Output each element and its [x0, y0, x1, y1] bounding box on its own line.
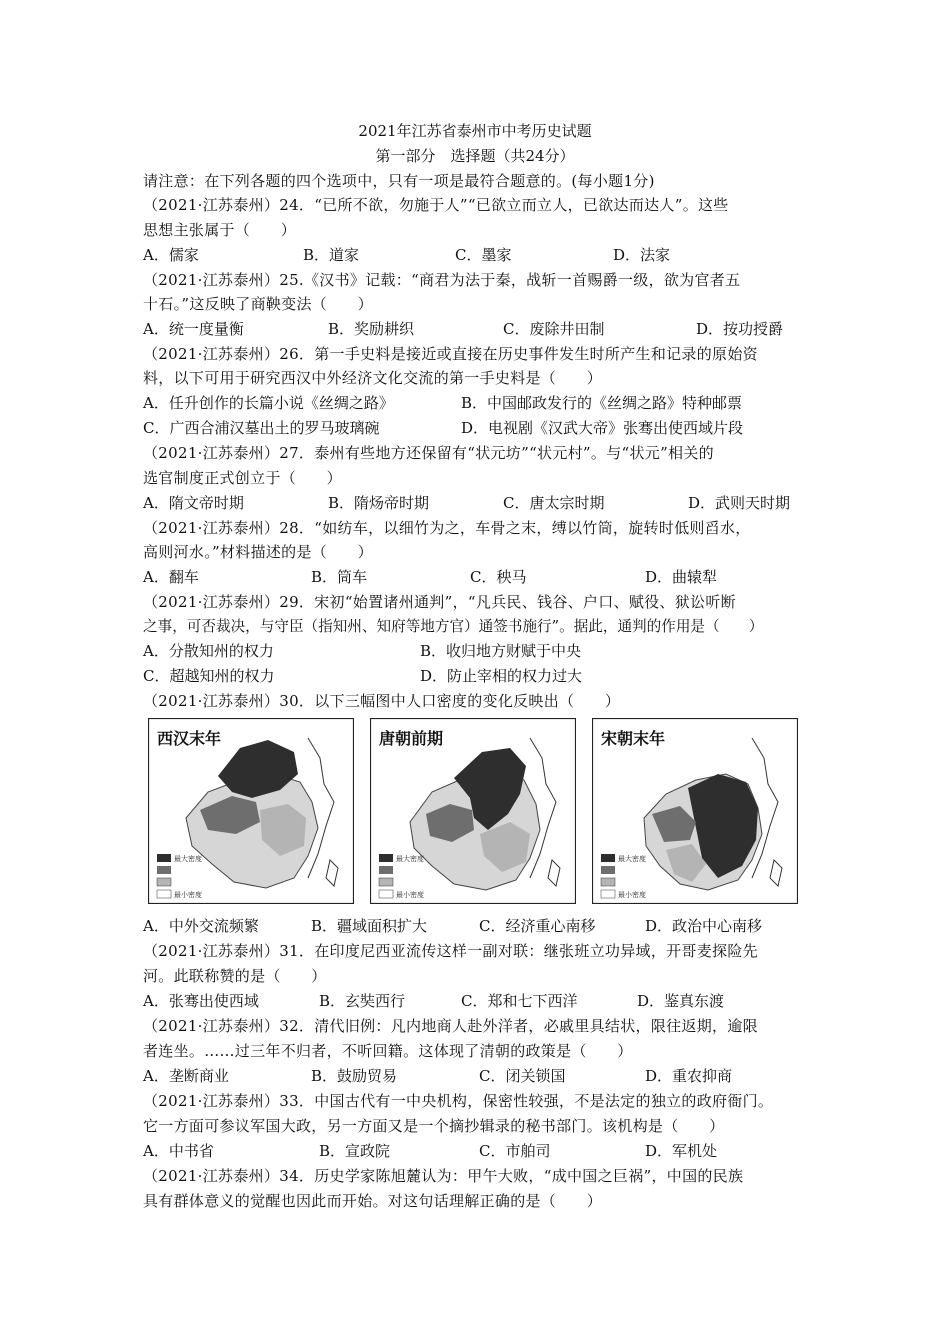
question-24-stem-line-1: （2021·江苏泰州）24．“已所不欲，勿施于人”“已欲立而立人，已欲达而达人”。这些 — [143, 196, 729, 214]
option-d[interactable]: D．按功授爵 — [696, 320, 784, 338]
option-c[interactable]: C．超越知州的权力 — [143, 667, 275, 685]
legend-label-min: 最小密度 — [618, 891, 646, 899]
option-c[interactable]: C．市舶司 — [479, 1142, 551, 1160]
option-c[interactable]: C．广西合浦汉墓出土的罗马玻璃碗 — [143, 419, 380, 437]
option-c[interactable]: C．闭关锁国 — [479, 1067, 566, 1085]
option-d[interactable]: D．电视剧《汉武大帝》张骞出使西域片段 — [461, 419, 744, 437]
question-27-stem-line-2: 选官制度正式创立于（ ） — [143, 469, 342, 487]
question-29-stem-line-2: 之事，可否裁决，与守臣（指知州、知府等地方官）通签书施行”。据此，通判的作用是（ ） — [143, 618, 764, 635]
question-33-stem-line-2: 它一方面可参议军国大政，另一方面又是一个摘抄辑录的秘书部门。该机构是（ ） — [143, 1117, 725, 1135]
question-24-stem-line-2: 思想主张属于（ ） — [143, 221, 297, 239]
question-30-stem-line-1: （2021·江苏泰州）30．以下三幅图中人口密度的变化反映出（ ） — [143, 692, 621, 710]
legend-swatch-low — [601, 878, 615, 886]
option-c[interactable]: C．经济重心南移 — [479, 917, 596, 935]
option-a[interactable]: A．分散知州的权力 — [143, 642, 274, 660]
option-a[interactable]: A．张骞出使西域 — [143, 992, 259, 1010]
question-31-stem-line-2: 河。此联称赞的是（ ） — [143, 967, 327, 985]
population-density-maps — [148, 718, 808, 904]
option-a[interactable]: A．中书省 — [143, 1142, 214, 1160]
question-26-stem-line-1: （2021·江苏泰州）26．第一手史料是接近或直接在历史事件发生时所产生和记录的原始资 — [143, 345, 758, 363]
option-d[interactable]: D．鉴真东渡 — [637, 992, 725, 1010]
question-26-stem-line-2: 料，以下可用于研究西汉中外经济文化交流的第一手史料是（ ） — [143, 369, 603, 387]
option-c[interactable]: C．郑和七下西洋 — [461, 992, 578, 1010]
question-34-stem-line-1: （2021·江苏泰州）34．历史学家陈旭麓认为：甲午大败，“成中国之巨祸”，中国的民族 — [143, 1167, 744, 1185]
option-a[interactable]: A．隋文帝时期 — [143, 494, 244, 512]
legend-label-max: 最大密度 — [396, 855, 424, 863]
exam-title: 2021年江苏省泰州市中考历史试题 — [358, 122, 592, 140]
option-b[interactable]: B．疆域面积扩大 — [311, 917, 428, 935]
option-c[interactable]: C．唐太宗时期 — [503, 494, 605, 512]
legend-swatch-high — [379, 866, 393, 874]
option-b[interactable]: B．道家 — [303, 246, 360, 264]
option-b[interactable]: B．收归地方财赋于中央 — [420, 642, 582, 660]
option-d[interactable]: D．法家 — [613, 246, 671, 264]
legend-swatch-low — [379, 878, 393, 886]
legend-swatch-high — [601, 866, 615, 874]
map-title: 西汉末年 — [157, 729, 222, 748]
legend-swatch-max — [601, 854, 615, 862]
option-d[interactable]: D．军机处 — [645, 1142, 718, 1160]
option-d[interactable]: D．重农抑商 — [645, 1067, 733, 1085]
question-32-stem-line-2: 者连坐。……过三年不归者，不听回籍。这体现了清朝的政策是（ ） — [143, 1042, 633, 1060]
option-c[interactable]: C．秧马 — [470, 568, 527, 586]
option-b[interactable]: B．玄奘西行 — [319, 992, 406, 1010]
map-tang-early — [370, 718, 576, 904]
legend-label-min: 最小密度 — [174, 891, 202, 899]
option-b[interactable]: B．奖励耕织 — [328, 320, 415, 338]
option-c[interactable]: C．废除井田制 — [503, 320, 605, 338]
instruction-text: 请注意：在下列各题的四个选项中，只有一项是最符合题意的。(每小题1分) — [143, 172, 655, 190]
option-b[interactable]: B．鼓励贸易 — [311, 1067, 398, 1085]
question-31-stem-line-1: （2021·江苏泰州）31．在印度尼西亚流传这样一副对联：继张班立功异域，开哥麦探险先 — [143, 942, 758, 960]
legend-swatch-max — [379, 854, 393, 862]
question-25-stem-line-1: （2021·江苏泰州）25.《汉书》记载：“商君为法于秦，战斩一首赐爵一级，欲为官者五 — [143, 271, 741, 289]
question-34-stem-line-2: 具有群体意义的觉醒也因此而开始。对这句话理解正确的是（ ） — [143, 1192, 603, 1210]
legend-label-min: 最小密度 — [396, 891, 424, 899]
option-b[interactable]: B．宣政院 — [319, 1142, 391, 1160]
question-32-stem-line-1: （2021·江苏泰州）32．清代旧例：凡内地商人赴外洋者，必戚里具结状，限往返期，逾限 — [143, 1017, 758, 1035]
option-c[interactable]: C．墨家 — [455, 246, 512, 264]
option-a[interactable]: A．垄断商业 — [143, 1067, 229, 1085]
map-title: 唐朝前期 — [379, 729, 444, 748]
option-a[interactable]: A．翻车 — [143, 568, 199, 586]
question-27-stem-line-1: （2021·江苏泰州）27．泰州有些地方还保留有“状元坊”“状元村”。与“状元”相关的 — [143, 444, 714, 462]
legend-swatch-min — [379, 890, 393, 898]
option-a[interactable]: A．儒家 — [143, 246, 199, 264]
legend-swatch-high — [157, 866, 171, 874]
option-b[interactable]: B．筒车 — [311, 568, 368, 586]
map-song-late — [592, 718, 798, 904]
legend-swatch-max — [157, 854, 171, 862]
legend-swatch-low — [157, 878, 171, 886]
map-title: 宋朝末年 — [601, 729, 666, 748]
option-b[interactable]: B．中国邮政发行的《丝绸之路》特种邮票 — [461, 394, 743, 412]
legend-swatch-min — [157, 890, 171, 898]
option-d[interactable]: D．曲辕犁 — [645, 568, 718, 586]
legend-label-max: 最大密度 — [618, 855, 646, 863]
option-d[interactable]: D．武则天时期 — [688, 494, 791, 512]
option-d[interactable]: D．防止宰相的权力过大 — [420, 667, 583, 685]
section-heading: 第一部分 选择题（共24分） — [375, 147, 575, 165]
option-a[interactable]: A．统一度量衡 — [143, 320, 244, 338]
question-29-stem-line-1: （2021·江苏泰州）29．宋初“始置诸州通判”，“凡兵民、钱谷、户口、赋役、狱讼听断 — [143, 593, 736, 611]
option-b[interactable]: B．隋炀帝时期 — [328, 494, 430, 512]
option-a[interactable]: A．任升创作的长篇小说《丝绸之路》 — [143, 394, 394, 412]
question-28-stem-line-2: 高则河水。”材料描述的是（ ） — [143, 543, 373, 561]
question-25-stem-line-2: 十石。”这反映了商鞅变法（ ） — [143, 295, 373, 313]
question-28-stem-line-1: （2021·江苏泰州）28．“如纺车，以细竹为之，车骨之末，缚以竹筒，旋转时低则舀水， — [143, 519, 751, 537]
map-western-han-late — [148, 718, 354, 904]
option-a[interactable]: A．中外交流频繁 — [143, 917, 259, 935]
option-d[interactable]: D．政治中心南移 — [645, 917, 763, 935]
question-33-stem-line-1: （2021·江苏泰州）33．中国古代有一中央机构，保密性较强，不是法定的独立的政府衙门。 — [143, 1092, 774, 1110]
legend-label-max: 最大密度 — [174, 855, 202, 863]
legend-swatch-min — [601, 890, 615, 898]
